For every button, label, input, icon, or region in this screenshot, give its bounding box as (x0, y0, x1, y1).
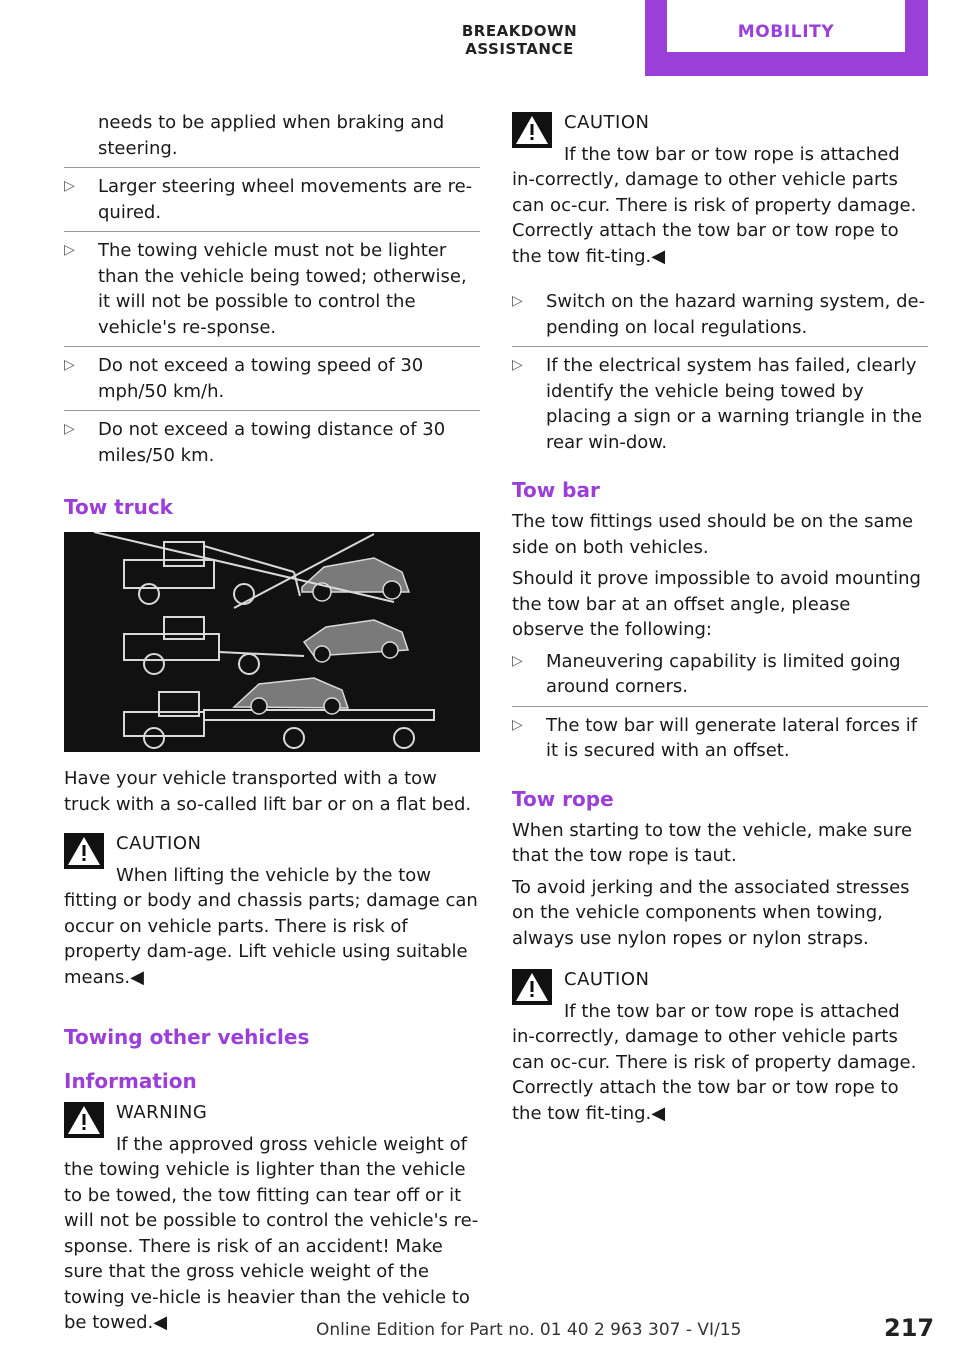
caution-body: If the tow bar or tow rope is attached in‐correctly, damage to other vehicle parts can oc‐cur. There is risk of property damage. Correctly attach the tow bar or tow rope to the tow fit‐ting.◀ (512, 1000, 917, 1124)
list-item: ▷ Switch on the hazard warning system, de‐pending on local regulations. (512, 291, 926, 338)
list-item: ▷ If the electrical system has failed, clearly identify the vehicle being towed by placing a sign or a warning triangle in the rear win‐dow. (512, 346, 928, 461)
tow-rope-paragraph-2: To avoid jerking and the associated stresses on the vehicle components when towing, always use nylon ropes or nylon straps. (512, 876, 910, 949)
towing-other-vehicles-heading: Towing other vehicles (64, 1025, 310, 1049)
triangle-right-icon: ▷ (512, 652, 523, 669)
warning-notice (64, 1100, 480, 1336)
chapter-tab[interactable] (645, 0, 928, 76)
warning-triangle-icon (64, 1102, 104, 1138)
information-heading: Information (64, 1069, 197, 1093)
intro-paragraph: needs to be applied when braking and steering. (98, 112, 445, 159)
tow-truck-illustration (64, 532, 480, 752)
caution-notice (512, 967, 928, 1126)
towed-vehicle-list (512, 289, 928, 461)
warning-triangle-icon (512, 112, 552, 148)
tow-truck-heading: Tow truck (64, 495, 173, 519)
triangle-right-icon: ▷ (512, 293, 523, 309)
list-item: ▷ The tow bar will generate lateral forces if it is secured with an offset. (512, 706, 928, 770)
chapter-tab-inner (667, 0, 905, 52)
warning-triangle-icon (64, 833, 104, 869)
caution-body: If the tow bar or tow rope is attached in‐correctly, damage to other vehicle parts can oc‐cur. There is risk of property damage. Correctly attach the tow bar or tow rope to the tow fit‐ting.◀ (512, 143, 917, 267)
tow-bar-heading: Tow bar (512, 478, 600, 502)
page-number: 217 (884, 1314, 935, 1342)
caution-notice (64, 831, 480, 990)
caution-notice (512, 110, 928, 269)
tow-truck-paragraph: Have your vehicle transported with a tow truck with a so-called lift bar or on a flat bed. (64, 768, 472, 815)
left-column (64, 110, 480, 1346)
chapter-tab-label: MOBILITY (737, 22, 835, 42)
tow-bar-paragraph-1: The tow fittings used should be on the same side on both vehicles. (512, 511, 914, 558)
warning-body: If the approved gross vehicle weight of the towing vehicle is lighter than the vehicle to be towed, the tow fitting can tear off or it will not be possible to control the vehicle's re‐sponse. There is risk of an accident! Make sure that the gross vehicle weight of the towing ve‐hicle is heavier than the vehicle to be towed.◀ (64, 1133, 479, 1333)
right-column (512, 110, 928, 1136)
triangle-right-icon: ▷ (64, 242, 75, 258)
caution-body: When lifting the vehicle by the tow fitting or body and chassis parts; damage can occur on vehicle parts. There is risk of property dam‐age. Lift vehicle using suitable means.◀ (64, 864, 478, 988)
caution-title: CAUTION (564, 112, 650, 133)
list-item: ▷ Do not exceed a towing speed of 30 mph/50 km/h. (64, 346, 480, 410)
tow-bar-list (512, 649, 928, 770)
triangle-right-icon: ▷ (64, 178, 75, 194)
triangle-right-icon: ▷ (512, 357, 523, 373)
triangle-right-icon: ▷ (64, 421, 75, 437)
triangle-right-icon: ▷ (64, 357, 75, 373)
caution-title: CAUTION (564, 969, 650, 990)
tow-rope-paragraph-1: When starting to tow the vehicle, make sure that the tow rope is taut. (512, 819, 913, 866)
warning-triangle-icon (512, 969, 552, 1005)
edition-footer: Online Edition for Part no. 01 40 2 963 307 - VI/15 (316, 1320, 742, 1340)
tow-bar-paragraph-2: Should it prove impossible to avoid mounting the tow bar at an offset angle, please observe the following: (512, 568, 921, 640)
list-item: ▷ Larger steering wheel movements are re‐quired. (64, 176, 473, 223)
list-item: ▷ Maneuvering capability is limited going around corners. (512, 650, 901, 697)
section-title: BREAKDOWN ASSISTANCE (461, 22, 578, 58)
towing-rules-list (64, 167, 480, 474)
warning-title: WARNING (116, 1102, 208, 1123)
triangle-right-icon: ▷ (512, 716, 523, 733)
caution-title: CAUTION (116, 833, 202, 854)
tow-rope-heading: Tow rope (512, 786, 614, 811)
list-item: ▷ Do not exceed a towing distance of 30 miles/50 km. (64, 410, 480, 474)
list-item: ▷ The towing vehicle must not be lighter than the vehicle being towed; otherwise, it will not be possible to control the vehicle's re‐sponse. (64, 231, 480, 346)
